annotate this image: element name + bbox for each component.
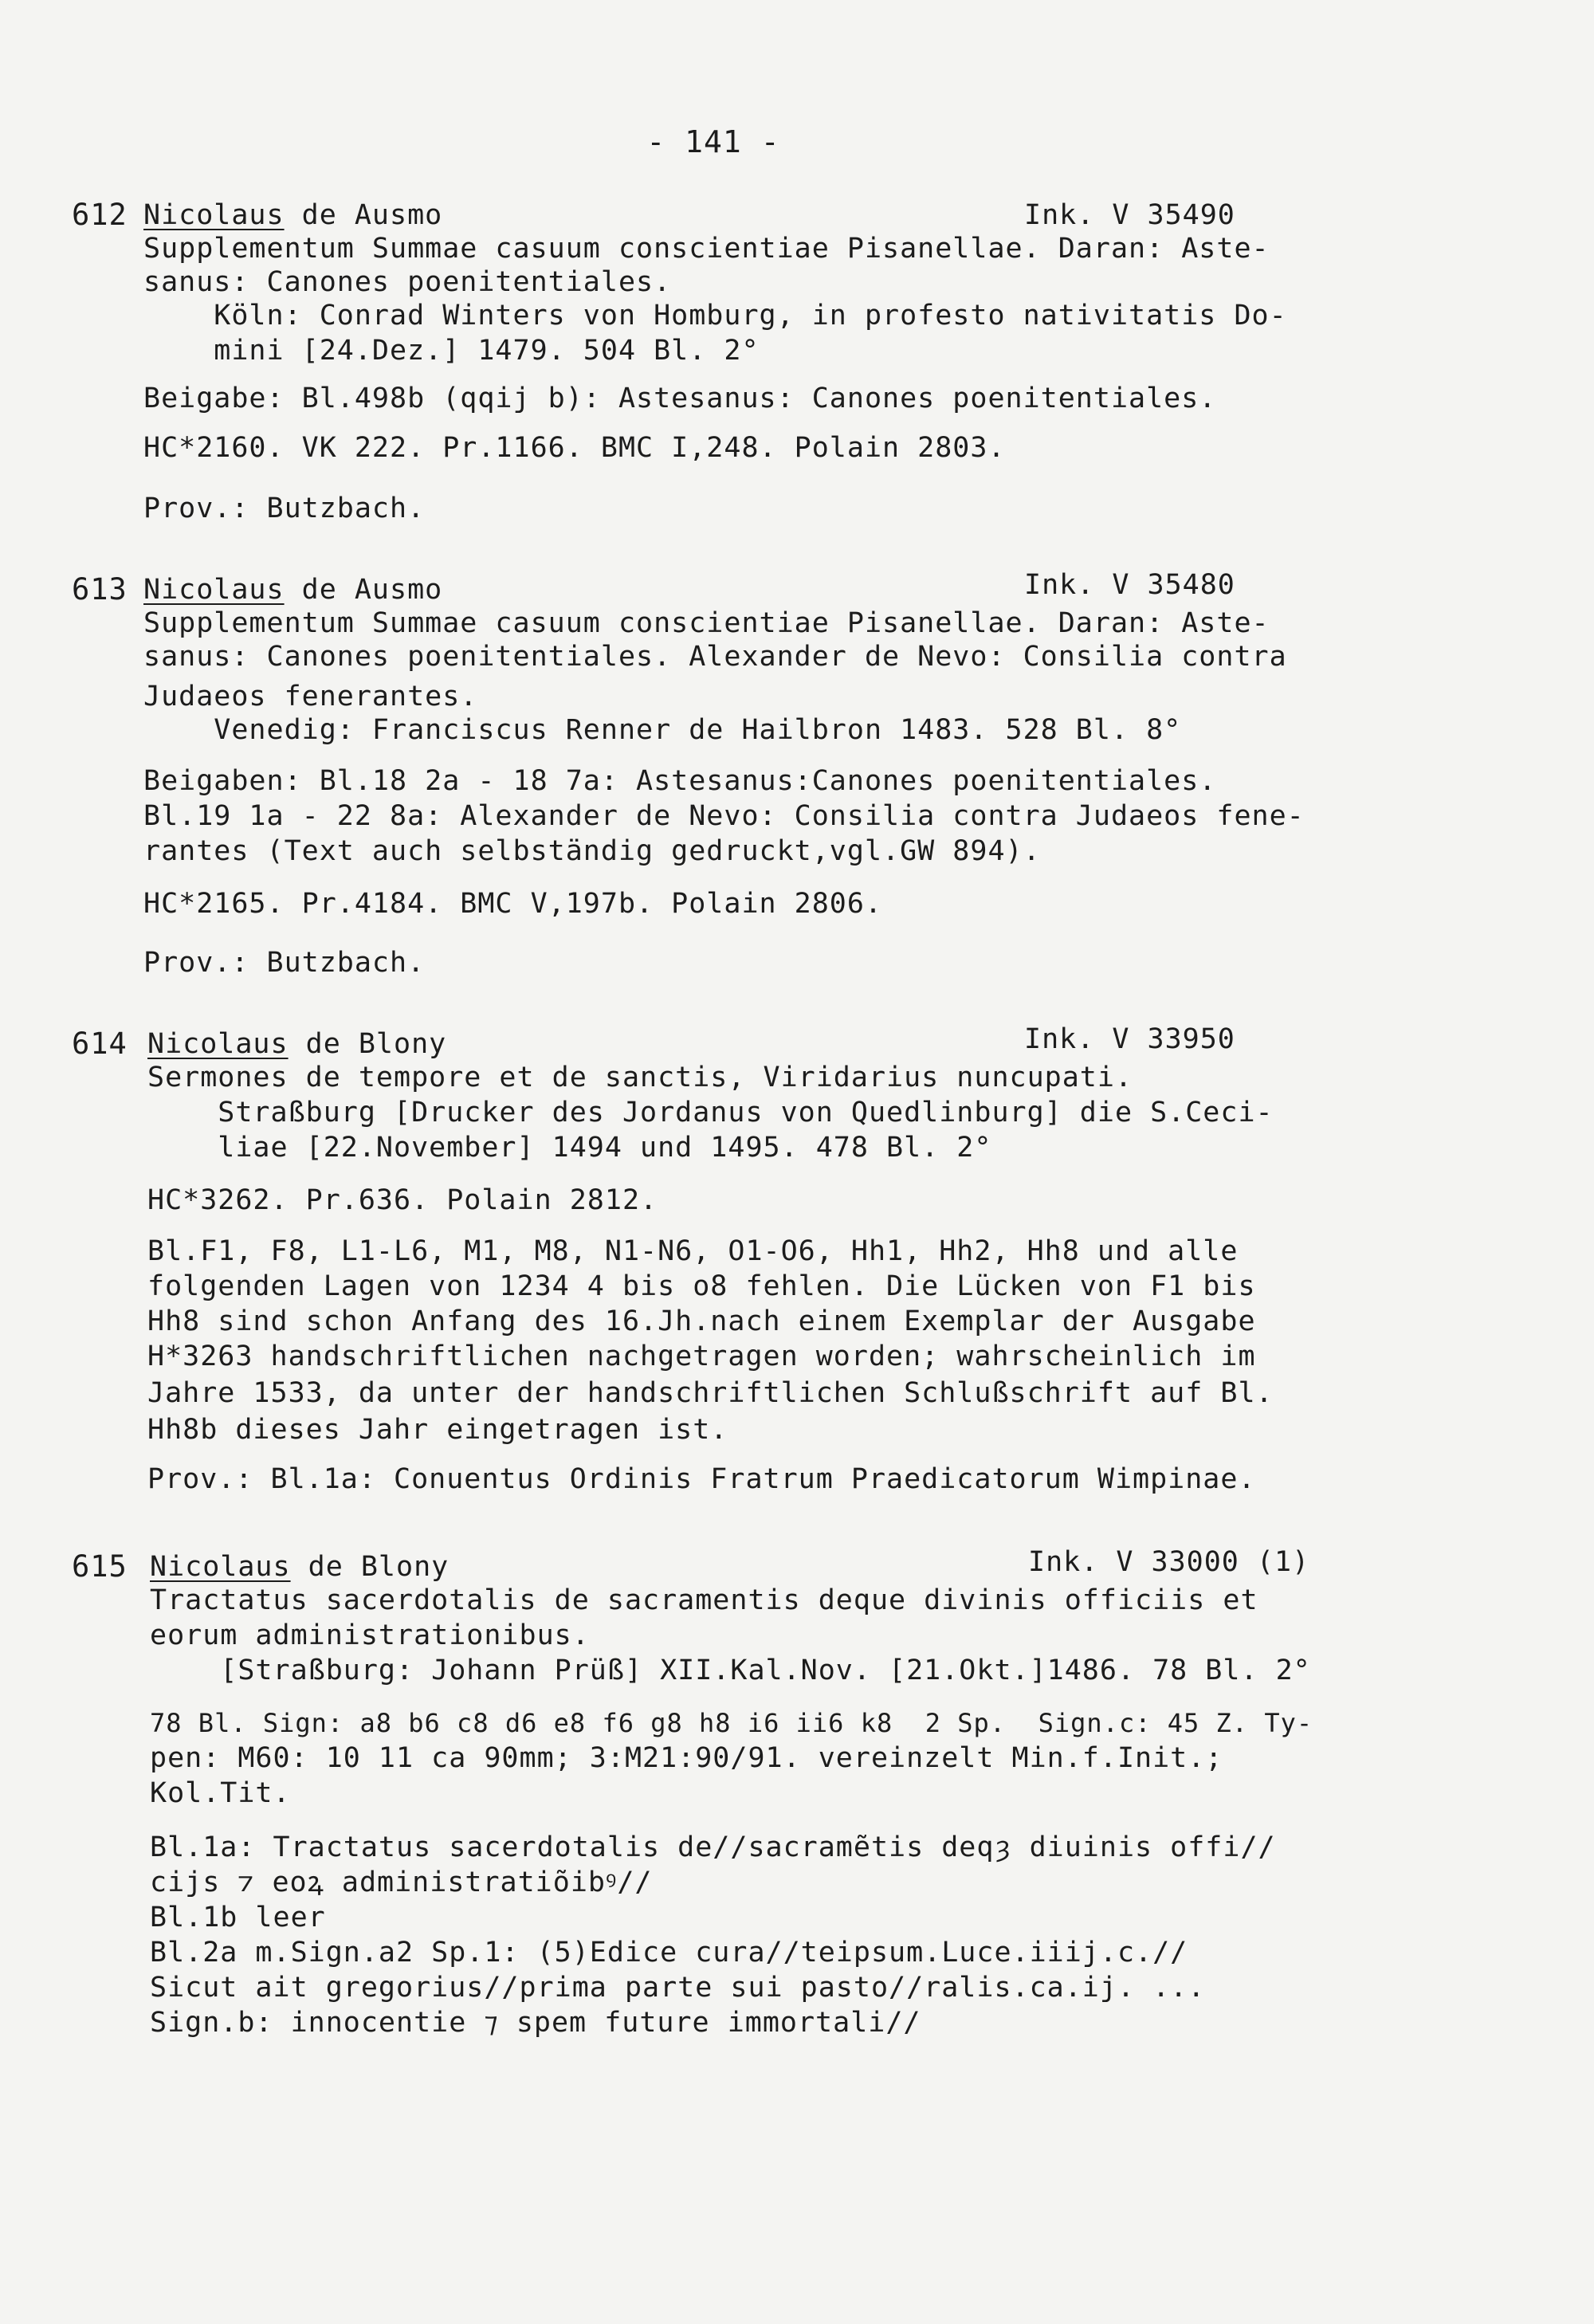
entry-line: eorum administrationibus. (150, 1619, 590, 1651)
entry-line: HC*2160. VK 222. Pr.1166. BMC I,248. Polain 2803. (143, 432, 1006, 464)
entry-line: Beigabe: Bl.498b (qqij b): Astesanus: Canones poenitentiales. (143, 383, 1217, 414)
entry-line: Prov.: Butzbach. (143, 947, 426, 979)
shelfmark: Ink. V 33950 (1024, 1023, 1235, 1055)
entry-line: folgenden Lagen von 1234 4 bis o8 fehlen. Die Lücken von F1 bis (147, 1270, 1256, 1302)
entry-line: [Straßburg: Johann Prüß] XII.Kal.Nov. [21.Okt.]1486. 78 Bl. 2° (150, 1655, 1311, 1686)
entry-line: pen: M60: 10 11 ca 90mm; 3:M21:90/91. vereinzelt Min.f.Init.; (150, 1742, 1223, 1774)
entry-line: Bl.1a: Tractatus sacerdotalis de//sacramẽtis deqȝ diuinis offi// (150, 1831, 1276, 1863)
entry-number: 613 (72, 572, 128, 607)
entry-line: liae [22.November] 1494 und 1495. 478 Bl. 2° (147, 1132, 992, 1164)
author-rest: de Ausmo (284, 199, 443, 231)
entry-line: Köln: Conrad Winters von Homburg, in profesto nativitatis Do- (143, 300, 1287, 332)
entry-author (143, 198, 442, 233)
entry-line: Tractatus sacerdotalis de sacramentis deque divinis officiis et (150, 1584, 1258, 1616)
entry-line: Straßburg [Drucker des Jordanus von Quedlinburg] die S.Ceci- (147, 1097, 1274, 1129)
entry-line: Hh8 sind schon Anfang des 16.Jh.nach einem Exemplar der Ausgabe (147, 1305, 1256, 1337)
page-number: - 141 - (646, 124, 780, 159)
entry-line: Sicut ait gregorius//prima parte sui pasto//ralis.ca.ij. ... (150, 1972, 1206, 2004)
entry-line: Kol.Tit. (150, 1777, 291, 1809)
entry-line: Bl.F1, F8, L1-L6, M1, M8, N1-N6, O1-O6, Hh1, Hh2, Hh8 und alle (147, 1235, 1239, 1267)
entry-line: Beigaben: Bl.18 2a - 18 7a: Astesanus:Canones poenitentiales. (143, 765, 1217, 797)
entry-line: Bl.1b leer (150, 1902, 326, 1933)
entry-line: Venedig: Franciscus Renner de Hailbron 1483. 528 Bl. 8° (143, 714, 1182, 746)
entry-line: Prov.: Butzbach. (143, 493, 426, 524)
author-surname: Nicolaus (147, 1028, 289, 1060)
entry-line: HC*2165. Pr.4184. BMC V,197b. Polain 2806. (143, 888, 883, 920)
entry-line: Supplementum Summae casuum conscientiae Pisanellae. Daran: Aste- (143, 233, 1270, 265)
entry-number: 612 (72, 198, 128, 232)
entry-line: Bl.19 1a - 22 8a: Alexander de Nevo: Consilia contra Judaeos fene- (143, 800, 1305, 832)
entry-author (147, 1027, 446, 1062)
entry-line: Judaeos fenerantes. (143, 681, 478, 713)
author-surname: Nicolaus (143, 574, 285, 606)
entry-author (150, 1549, 449, 1584)
entry-line: rantes (Text auch selbständig gedruckt,vgl.GW 894). (143, 835, 1041, 867)
entry-line: sanus: Canones poenitentiales. Alexander de Nevo: Consilia contra (143, 641, 1287, 673)
entry-line: Sign.b: innocentie ⁊ spem future immortali// (150, 2007, 921, 2039)
entry-line: Bl.2a m.Sign.a2 Sp.1: (5)Edice cura//teipsum.Luce.iiij.c.// (150, 1937, 1188, 1969)
author-rest: de Blony (288, 1028, 447, 1060)
entry-author (143, 572, 442, 607)
entry-number: 615 (72, 1549, 128, 1584)
shelfmark: Ink. V 35480 (1024, 569, 1235, 601)
entry-line: HC*3262. Pr.636. Polain 2812. (147, 1184, 658, 1216)
entry-number: 614 (72, 1027, 128, 1061)
author-rest: de Blony (290, 1551, 450, 1583)
entry-line: mini [24.Dez.] 1479. 504 Bl. 2° (143, 335, 760, 367)
author-surname: Nicolaus (143, 199, 285, 231)
shelfmark: Ink. V 33000 (1) (1028, 1546, 1310, 1578)
author-surname: Nicolaus (150, 1551, 291, 1583)
entry-line: sanus: Canones poenitentiales. (143, 266, 672, 298)
entry-line: Prov.: Bl.1a: Conuentus Ordinis Fratrum Praedicatorum Wimpinae. (147, 1463, 1256, 1495)
entry-line: Supplementum Summae casuum conscientiae Pisanellae. Daran: Aste- (143, 607, 1270, 639)
entry-line: Jahre 1533, da unter der handschriftlichen Schlußschrift auf Bl. (147, 1377, 1274, 1409)
entry-line: cijs ⁊ eoꝝ administratiõibꝰ// (150, 1867, 653, 1898)
shelfmark: Ink. V 35490 (1024, 199, 1235, 231)
entry-line: Hh8b dieses Jahr eingetragen ist. (147, 1414, 728, 1446)
author-rest: de Ausmo (284, 574, 443, 606)
entry-line: Sermones de tempore et de sanctis, Viridarius nuncupati. (147, 1062, 1133, 1093)
entry-line: 78 Bl. Sign: a8 b6 c8 d6 e8 f6 g8 h8 i6 ii6 k8 2 Sp. Sign.c: 45 Z. Ty- (150, 1708, 1313, 1738)
entry-line: H*3263 handschriftlichen nachgetragen worden; wahrscheinlich im (147, 1341, 1256, 1372)
